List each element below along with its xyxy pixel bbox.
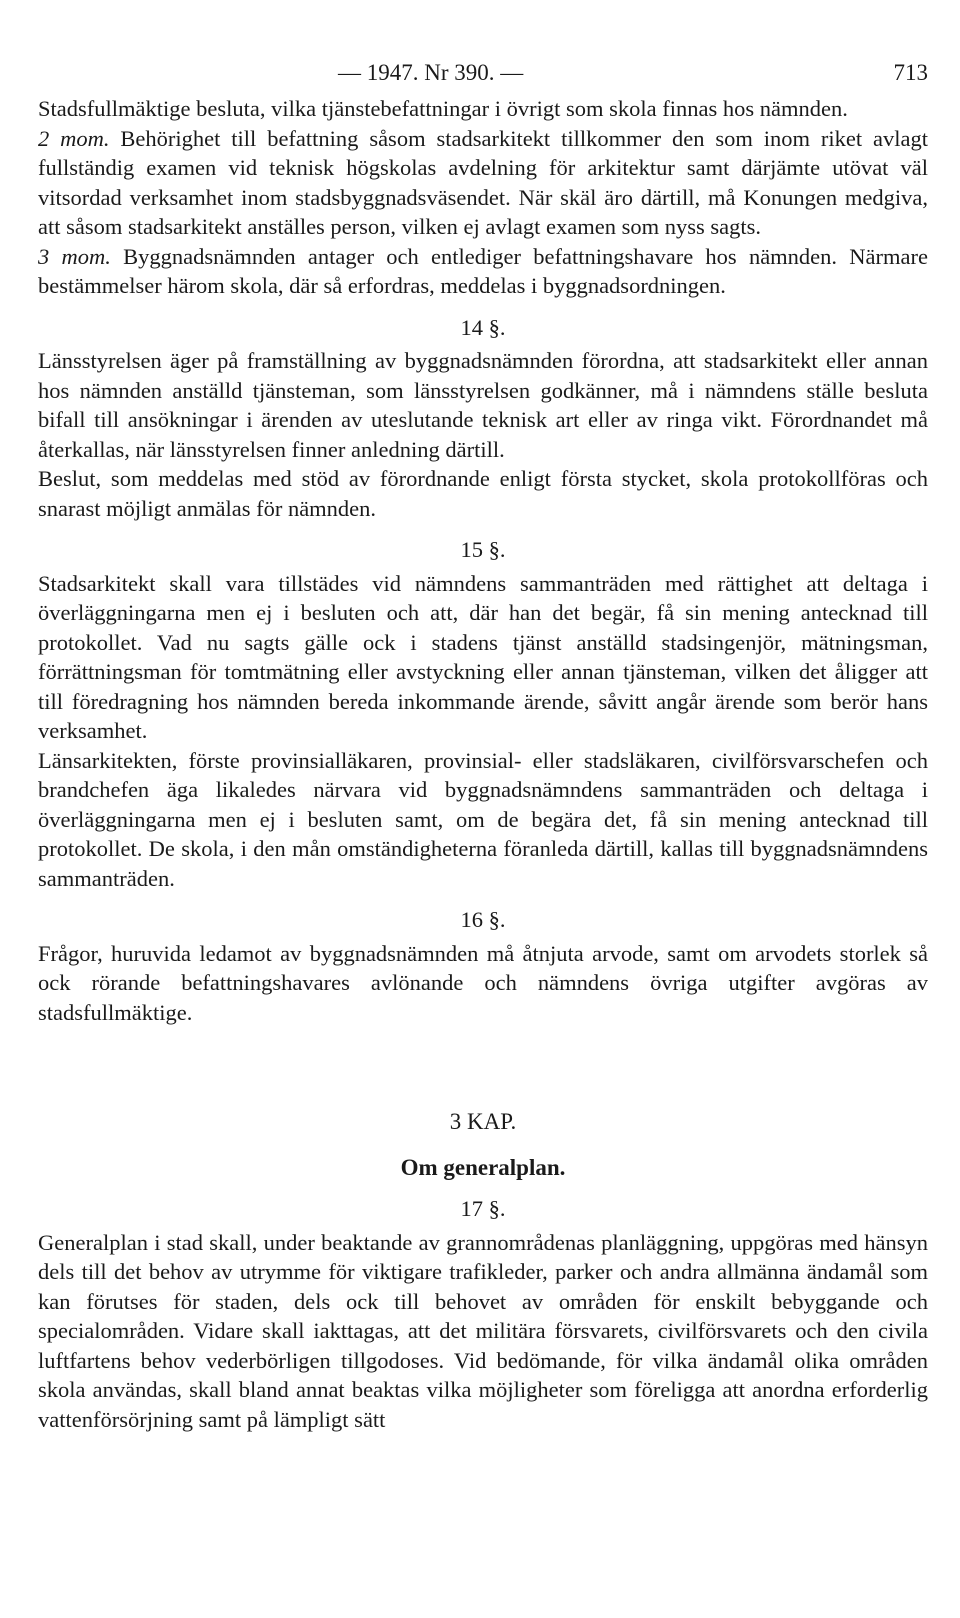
running-header: — 1947. Nr 390. — xyxy=(338,60,524,85)
paragraph-mom-2 xyxy=(38,124,928,242)
chapter-title: Om generalplan. xyxy=(400,1154,566,1180)
document-page xyxy=(38,58,928,1434)
mom-label: 2 mom. xyxy=(38,125,110,151)
section-heading-17: 17 §. xyxy=(460,1196,506,1221)
section-heading-14: 14 §. xyxy=(460,314,506,340)
paragraph: Frågor, huruvida ledamot av byggnadsnämnden må åtnjuta arvode, samt om arvodets storlek så ock rörande befattningshavares avlönande och nämndens övriga utgifter avgöras av stadsfullmäktige. xyxy=(38,940,928,1025)
paragraph: Stadsfullmäktige besluta, vilka tjänstebefattningar i övrigt som skola finnas hos nämnden. xyxy=(38,96,848,121)
paragraph: Länsstyrelsen äger på framställning av byggnadsnämnden förordna, att stadsarkitekt eller annan hos nämnden anställd tjänsteman, som länsstyrelsen godkänner, må i nämndens ställe besluta bifall till ansökningar i ärenden av uteslutande teknisk art eller av ringa vikt. Förordnandet må återkallas, när länsstyrelsen finner anledning därtill. xyxy=(38,348,928,462)
paragraph: Generalplan i stad skall, under beaktande av grannområdenas planläggning, uppgöras med hänsyn dels till det behov av utrymme för viktigare trafikleder, parker och andra allmänna ändamål som kan förutses för staden, dels ock till behovet av områden för enskilt bebyggande och specialområden. Vidare skall iakttagas, att det militära försvarets, civilförsvarets och den civila luftfartens behov vederbörligen tillgodoses. Vid bedömande, för vilka ändamål olika områden skola användas, skall bland annat beaktas vilka möjligheter som föreligga att anordna erforderlig vattenförsörjning samt på lämpligt sätt xyxy=(38,1229,928,1432)
paragraph: Stadsarkitekt skall vara tillstädes vid nämndens sammanträden med rättighet att deltaga i överläggningarna men ej i besluten och att, där han det begär, få sin mening antecknad till protokollet. Vad nu sagts gälle ock i stadens tjänst anställd stadsingenjör, mätningsman, förrättningsman för tomtmätning eller avstyckning eller annan tjänsteman, vilken det åligger att till föredragning hos nämnden bereda inkommande ärende, såvitt angår ärende som berör hans verksamhet. xyxy=(38,570,928,743)
paragraph: Länsarkitekten, förste provinsialläkaren, provinsial- eller stadsläkaren, civilförsvarschefen och brandchefen äga likaledes närvara vid byggnadsnämndens sammanträden och deltaga i överläggningarna men ej i besluten samt, om de begära det, få sin mening antecknad till protokollet. De skola, i den mån omständigheterna föranleda därtill, kallas till byggnadsnämndens sammanträden. xyxy=(38,747,928,891)
mom-label: 3 mom. xyxy=(38,243,111,269)
section-heading-15: 15 §. xyxy=(460,537,506,562)
section-heading-16: 16 §. xyxy=(460,907,506,932)
paragraph-mom-3 xyxy=(38,242,928,301)
page-number: 713 xyxy=(893,60,928,85)
mom-text: Byggnadsnämnden antager och entlediger befattningshavare hos nämnden. Närmare bestämmelser härom skola, där så erfordras, meddelas i byggnadsordningen. xyxy=(38,243,928,298)
chapter-heading: 3 KAP. xyxy=(449,1109,517,1134)
paragraph: Beslut, som meddelas med stöd av förordnande enligt första stycket, skola protokollföras och snarast möjligt anmälas för nämnden. xyxy=(38,466,928,521)
mom-text: Behörighet till befattning såsom stadsarkitekt tillkommer den som inom riket avlagt fullständig examen vid teknisk högskolas avdelning för arkitektur samt därjämte utövat väl vitsordad verksamhet inom stadsbyggnadsväsendet. När skäl äro därtill, må Konungen medgiva, att såsom stadsarkitekt anställes person, vilken ej avlagt examen som nyss sagts. xyxy=(38,125,928,239)
page-header xyxy=(38,58,928,94)
